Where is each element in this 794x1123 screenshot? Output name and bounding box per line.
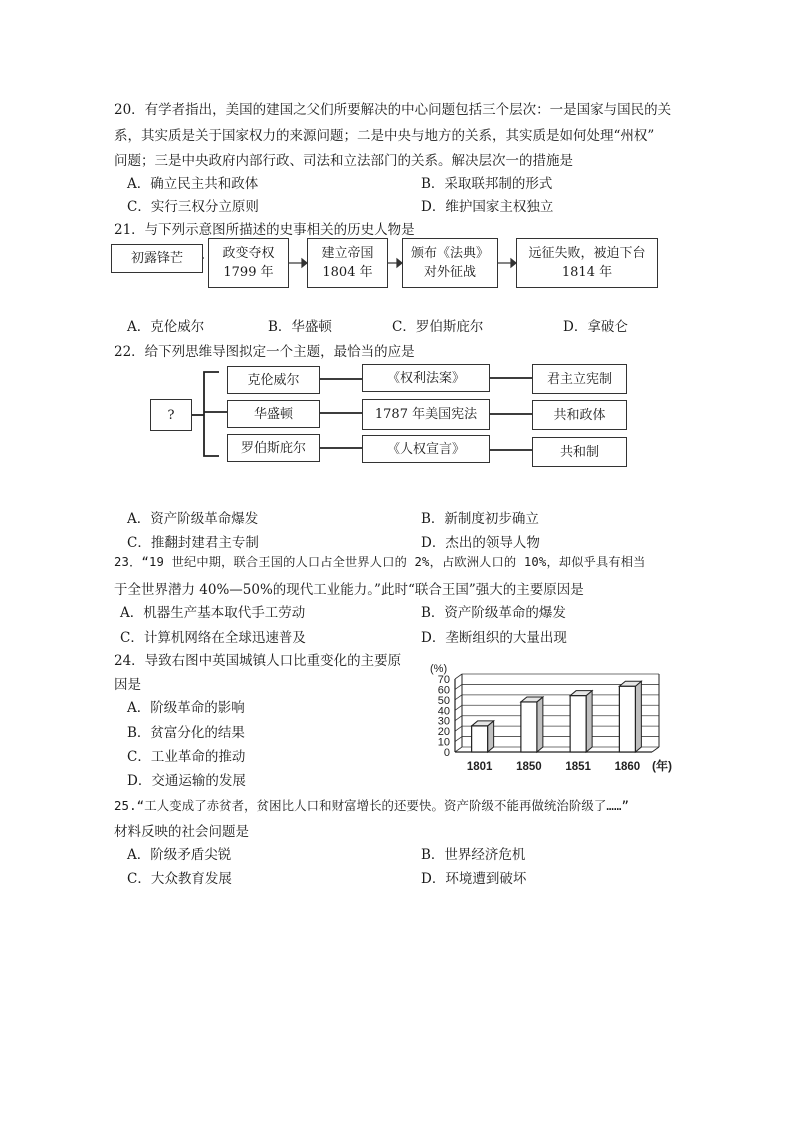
- mind-map-root-text: ?: [167, 407, 175, 423]
- y-tick-label: 50: [437, 694, 450, 707]
- bar: [570, 696, 586, 752]
- q25-stem-line-1: 25.“工人变成了赤贫者，贫困比人口和财富增长的还要快。资产阶级不能再做统治阶级了……”: [114, 798, 630, 813]
- q22-option-d[interactable]: D．杰出的领导人物: [421, 535, 540, 551]
- q24-option-d[interactable]: D．交通运输的发展: [127, 773, 246, 789]
- q23-option-a[interactable]: A．机器生产基本取代手工劳动: [120, 605, 306, 621]
- q25-option-c[interactable]: C．大众教育发展: [127, 871, 232, 887]
- system-2-label: 共和政体: [553, 407, 606, 423]
- grid-diagonal: [455, 705, 462, 710]
- q25-option-a[interactable]: A．阶级矛盾尖锐: [127, 847, 232, 863]
- y-tick-label: 20: [437, 726, 450, 739]
- q20-stem-line-2: 系，其实质是关于国家权力的来源问题；二是中央与地方的关系，其实质是如何处理“州权”: [114, 128, 655, 144]
- system-3-label: 共和制: [559, 444, 599, 460]
- flow-box-3-line-1: 建立帝国: [321, 246, 374, 261]
- q24-option-c[interactable]: C．工业革命的推动: [127, 749, 246, 765]
- y-tick-label: 40: [437, 705, 450, 718]
- y-tick-label: 10: [437, 736, 450, 749]
- q23-stem-line-1: 23．“19 世纪中期，联合王国的人口占全世界人口的 2%，占欧洲人口的 10%，却似乎具有相当: [114, 555, 646, 569]
- flow-box-3-line-2: 1804 年: [322, 265, 373, 280]
- flow-box-1-text: 初露锋芒: [130, 251, 183, 266]
- x-tick-label: 1801: [466, 761, 493, 773]
- q24-stem-line-1: 24．导致右图中英国城镇人口比重变化的主要原: [114, 653, 402, 669]
- y-tick-label: 70: [437, 674, 450, 686]
- y-unit-label: (%): [430, 663, 448, 675]
- q21-stem: 21．与下列示意图所描述的史事相关的历史人物是: [114, 222, 415, 238]
- bar-side: [586, 691, 592, 752]
- bar: [521, 702, 537, 752]
- q22-option-a[interactable]: A．资产阶级革命爆发: [127, 511, 259, 527]
- q21-option-c[interactable]: C．罗伯斯庇尔: [392, 319, 484, 335]
- q20-option-a[interactable]: A．确立民主共和政体: [127, 176, 259, 192]
- x-tick-label: 1851: [565, 761, 591, 773]
- q21-option-a[interactable]: A．克伦威尔: [127, 319, 205, 335]
- flow-box-5-line-2: 1814 年: [561, 265, 613, 280]
- x-unit-label: (年): [652, 759, 672, 773]
- x-tick-label: 1860: [614, 761, 641, 773]
- grid-diagonal: [455, 674, 462, 679]
- person-2-label: 华盛顿: [253, 406, 293, 422]
- x-tick-label: 1850: [516, 761, 542, 773]
- document-1-label: 《权利法案》: [386, 370, 465, 386]
- q22-option-b[interactable]: B．新制度初步确立: [421, 511, 539, 527]
- grid-diagonal: [455, 684, 462, 689]
- grid-diagonal: [455, 726, 462, 731]
- q24-stem-line-2: 因是: [114, 677, 141, 693]
- q25-option-b[interactable]: B．世界经济危机: [421, 847, 526, 863]
- q23-option-b[interactable]: B．资产阶级革命的爆发: [421, 605, 566, 621]
- q25-stem-line-2: 材料反映的社会问题是: [114, 824, 249, 840]
- q25-option-d[interactable]: D．环境遭到破坏: [421, 871, 527, 887]
- q23-option-d[interactable]: D．垄断组织的大量出现: [421, 630, 567, 646]
- q24-option-b[interactable]: B．贫富分化的结果: [127, 725, 245, 741]
- q21-option-d[interactable]: D．拿破仑: [563, 319, 628, 335]
- person-1-label: 克伦威尔: [247, 372, 300, 388]
- flow-box-2-line-2: 1799 年: [223, 265, 274, 280]
- bar: [619, 686, 635, 752]
- q21-option-b[interactable]: B．华盛顿: [268, 319, 332, 335]
- document-3-label: 《人权宣言》: [386, 441, 465, 457]
- bar-side: [537, 697, 543, 752]
- q20-option-b[interactable]: B．采取联邦制的形式: [421, 176, 553, 192]
- grid-diagonal: [455, 695, 462, 700]
- y-tick-label: 0: [443, 747, 450, 759]
- grid-diagonal: [455, 747, 462, 752]
- grid-diagonal: [455, 737, 462, 742]
- y-tick-label: 60: [437, 684, 450, 697]
- flow-box-4-line-1: 颁布《法典》: [410, 246, 489, 261]
- flow-box-5-line-1: 远征失败，被迫下台: [528, 246, 646, 261]
- system-1-label: 君主立宪制: [546, 371, 612, 387]
- flow-box-4-line-2: 对外征战: [423, 265, 476, 280]
- q20-option-d[interactable]: D．维护国家主权独立: [421, 199, 554, 215]
- q20-stem-line-3: 问题；三是中央政府内部行政、司法和立法部门的关系。解决层次一的措施是: [114, 153, 573, 169]
- x-axis-depth: [652, 747, 659, 752]
- y-tick-label: 30: [437, 715, 450, 728]
- q20-stem-line-1: 20．有学者指出，美国的建国之父们所要解决的中心问题包括三个层次：一是国家与国民的关: [114, 102, 672, 118]
- q22-option-c[interactable]: C．推翻封建君主专制: [127, 535, 259, 551]
- q24-option-a[interactable]: A．阶级革命的影响: [127, 700, 245, 716]
- q23-stem-line-2: 于全世界潜力 40%—50%的现代工业能力。”此时“联合王国”强大的主要原因是: [114, 582, 584, 598]
- flow-box-2-line-1: 政变夺权: [222, 246, 275, 261]
- q20-option-c[interactable]: C．实行三权分立原则: [127, 199, 259, 215]
- q22-stem: 22．给下列思维导图拟定一个主题，最恰当的应是: [114, 344, 415, 360]
- q23-option-c[interactable]: C．计算机网络在全球迅速普及: [120, 630, 306, 646]
- bar: [472, 726, 488, 752]
- document-2-label: 1787 年美国宪法: [374, 407, 478, 422]
- grid-diagonal: [455, 716, 462, 721]
- person-3-label: 罗伯斯庇尔: [240, 440, 306, 456]
- bar-side: [635, 681, 641, 752]
